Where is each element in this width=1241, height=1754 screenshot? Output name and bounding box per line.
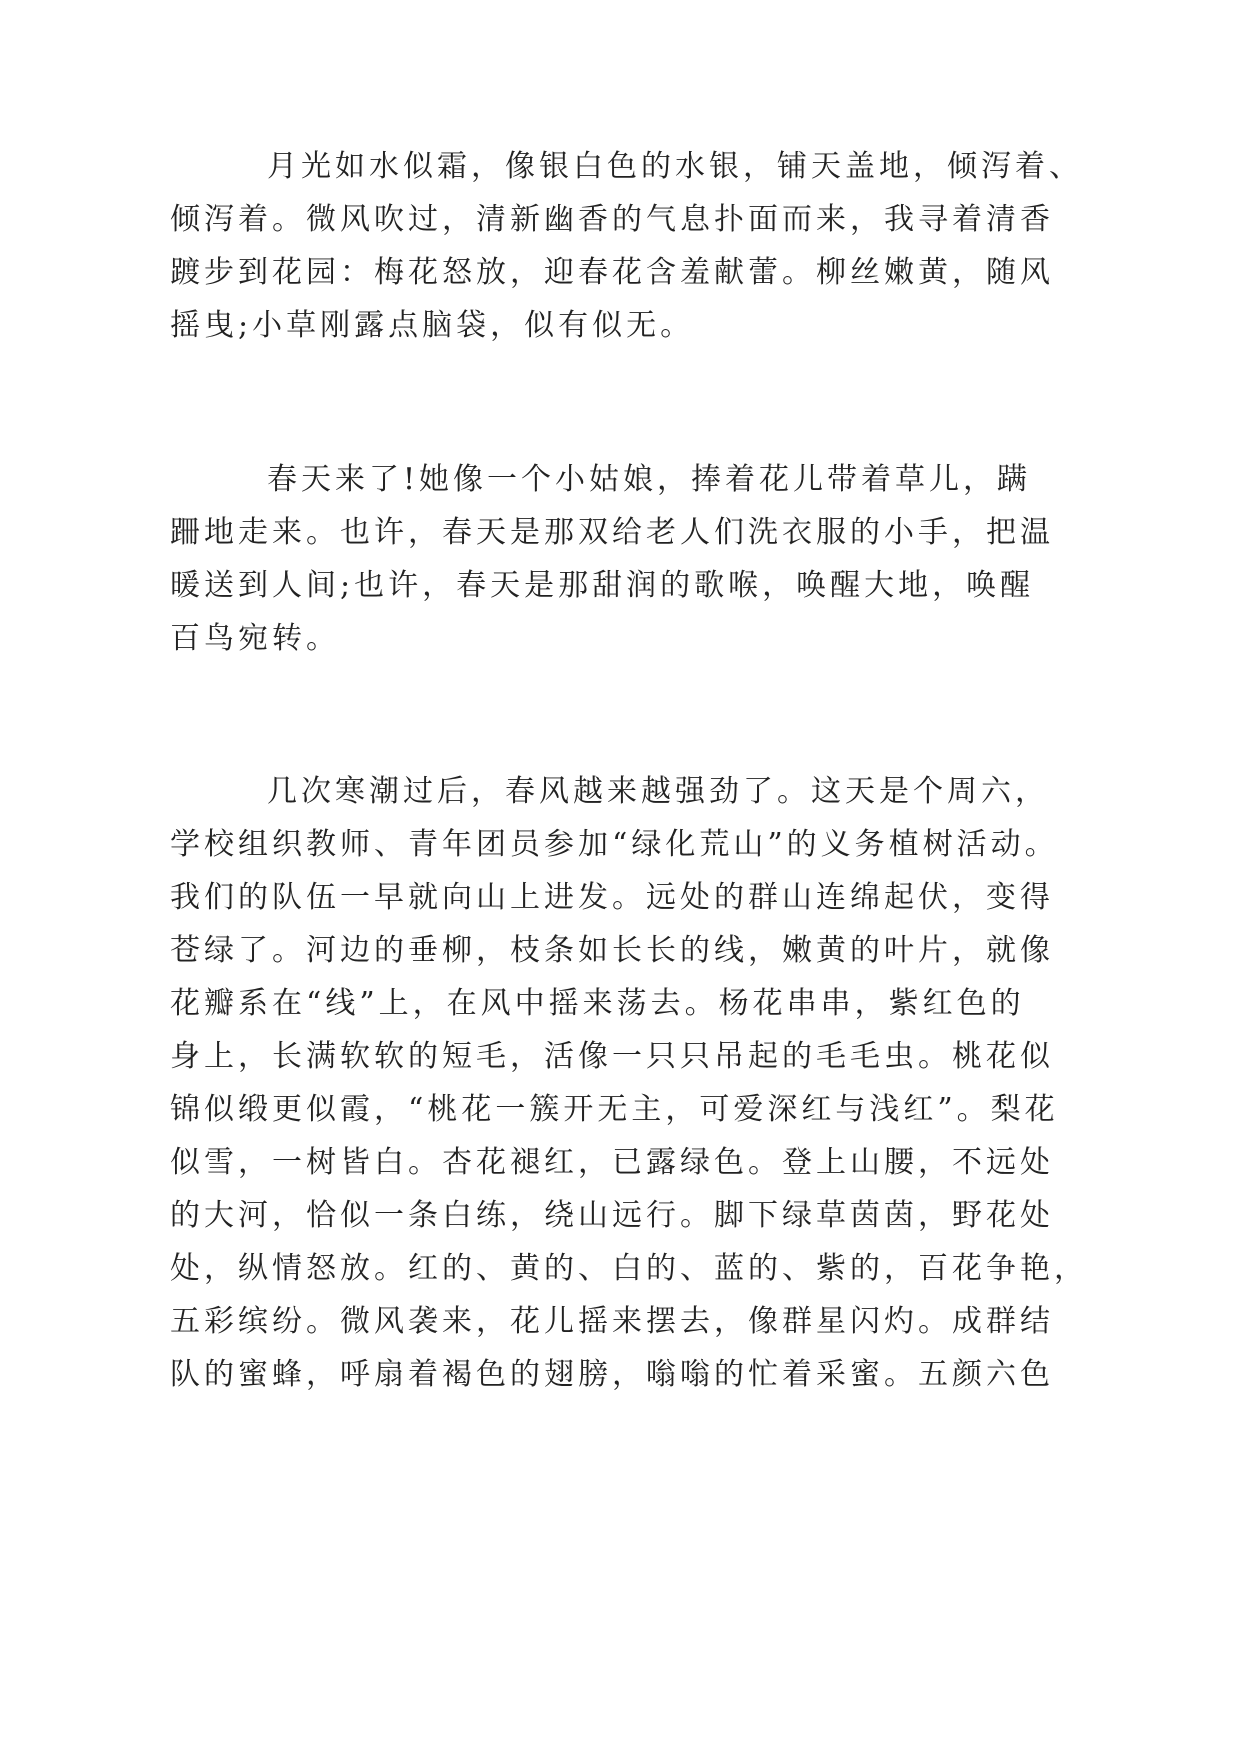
paragraph-line: 暖送到人间;也许，春天是那甜润的歌喉，唤醒大地，唤醒 bbox=[170, 568, 1035, 603]
paragraph-line: 我们的队伍一早就向山上进发。远处的群山连绵起伏，变得 bbox=[170, 880, 1054, 915]
paragraph-line: 队的蜜蜂，呼扇着褐色的翅膀，嗡嗡的忙着采蜜。五颜六色 bbox=[170, 1357, 1054, 1392]
paragraph-line: 苍绿了。河边的垂柳，枝条如长长的线，嫩黄的叶片，就像 bbox=[170, 933, 1054, 968]
paragraph-line: 五彩缤纷。微风袭来，花儿摇来摆去，像群星闪灼。成群结 bbox=[170, 1304, 1054, 1339]
paragraph-line: 几次寒潮过后，春风越来越强劲了。这天是个周六， bbox=[267, 774, 1049, 809]
paragraph-line: 倾泻着。微风吹过，清新幽香的气息扑面而来，我寻着清香 bbox=[170, 202, 1054, 237]
paragraph-line: 花瓣系在“线”上，在风中摇来荡去。杨花串串，紫红色的 bbox=[170, 986, 1025, 1021]
paragraph-line: 处，纵情怒放。红的、黄的、白的、蓝的、紫的，百花争艳， bbox=[170, 1251, 1088, 1286]
paragraph-line: 摇曳;小草刚露点脑袋，似有似无。 bbox=[170, 308, 695, 343]
paragraph-line: 踱步到花园：梅花怒放，迎春花含羞献蕾。柳丝嫩黄，随风 bbox=[170, 255, 1054, 290]
paragraph-line: 学校组织教师、青年团员参加“绿化荒山”的义务植树活动。 bbox=[170, 827, 1059, 862]
paragraph-line: 百鸟宛转。 bbox=[170, 621, 340, 656]
paragraph-line: 跚地走来。也许，春天是那双给老人们洗衣服的小手，把温 bbox=[170, 515, 1054, 550]
paragraph-line: 春天来了!她像一个小姑娘，捧着花儿带着草儿，蹒 bbox=[267, 462, 1032, 497]
paragraph-line: 似雪，一树皆白。杏花褪红，已露绿色。登上山腰，不远处 bbox=[170, 1145, 1054, 1180]
paragraph-line: 身上，长满软软的短毛，活像一只只吊起的毛毛虫。桃花似 bbox=[170, 1039, 1054, 1074]
paragraph-line: 的大河，恰似一条白练，绕山远行。脚下绿草茵茵，野花处 bbox=[170, 1198, 1054, 1233]
paragraph-line: 月光如水似霜，像银白色的水银，铺天盖地，倾泻着、 bbox=[267, 149, 1083, 184]
paragraph-line: 锦似缎更似霞，“桃花一簇开无主，可爱深红与浅红”。梨花 bbox=[170, 1092, 1059, 1127]
